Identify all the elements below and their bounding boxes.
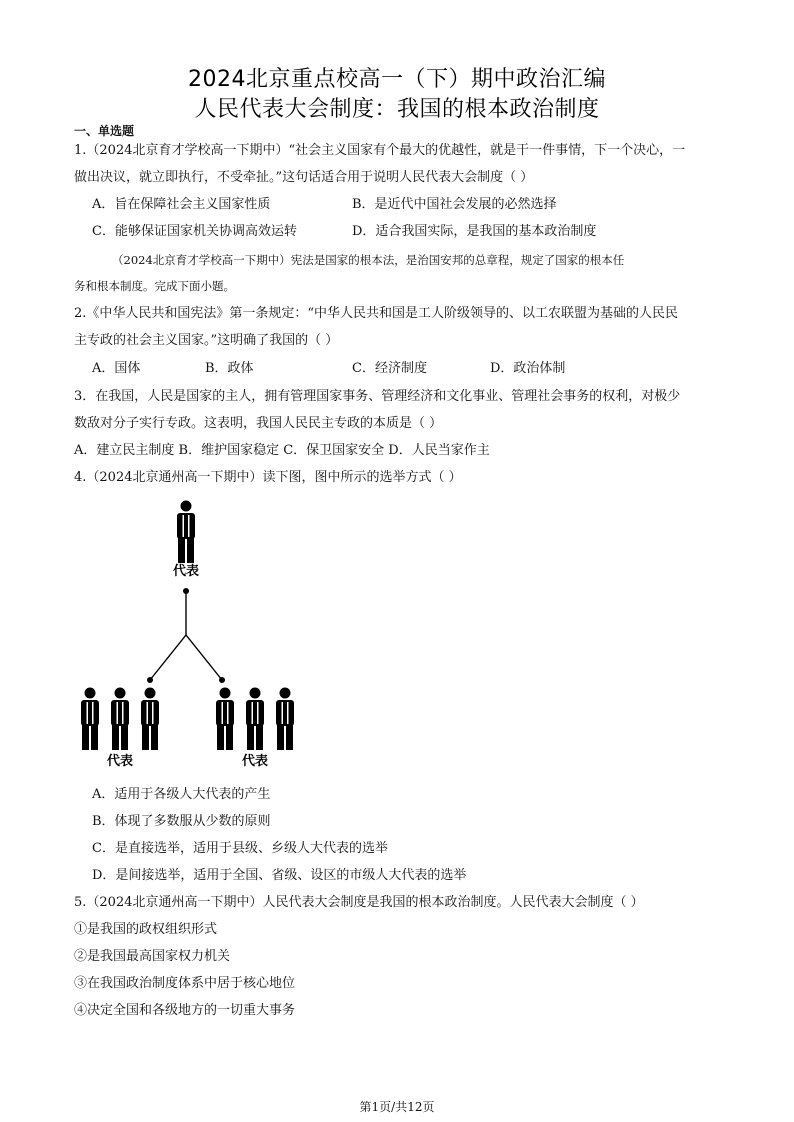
q1-option-b: B．是近代中国社会发展的必然选择 (352, 197, 557, 212)
left-group-person-icon (81, 688, 99, 751)
connector-dot-left (147, 677, 153, 683)
q4-option-d: D．是间接选举，适用于全国、省级、设区的市级人大代表的选举 (92, 868, 467, 883)
right-group-person-icon (246, 688, 264, 751)
q5-item-4: ④决定全国和各级地方的一切重大事务 (74, 1003, 296, 1018)
top-label: 代表 (172, 564, 200, 579)
q4-option-a: A．适用于各级人大代表的产生 (92, 787, 271, 802)
right-label: 代表 (241, 754, 269, 769)
q1-option-c: C．能够保证国家机关协调高效运转 (92, 224, 297, 239)
q4-option-b: B．体现了多数服从少数的原则 (92, 814, 271, 829)
q5-line-1: 5.（2024北京通州高一下期中）人民代表大会制度是我国的根本政治制度。人民代表大会制度（ ） (74, 895, 644, 910)
left-group-person-icon (111, 688, 129, 751)
passage-line-1: （2024北京育才学校高一下期中）宪法是国家的根本法，是治国安邦的总章程，规定了国家的根本任 (112, 253, 625, 267)
q3-line-2: 数敌对分子实行专政。这表明，我国人民民主专政的本质是（ ） (74, 416, 443, 431)
q1-line-1: 1.（2024北京育才学校高一下期中）“社会主义国家有个最大的优越性，就是干一件事情，下一个决心，一 (74, 143, 686, 158)
connector-dot-right (219, 677, 225, 683)
connector-left (150, 635, 186, 680)
q3-options: A．建立民主制度 B．维护国家稳定 C．保卫国家安全 D．人民当家作主 (74, 443, 490, 458)
q4-option-c: C．是直接选举，适用于县级、乡级人大代表的选举 (92, 841, 388, 856)
q5-item-2: ②是我国最高国家权力机关 (74, 949, 231, 964)
page-footer: 第1页/共12页 (359, 1100, 435, 1114)
passage-line-2: 务和根本制度。完成下面小题。 (74, 279, 235, 293)
title-line-2: 人民代表大会制度：我国的根本政治制度 (194, 97, 600, 122)
q2-option-c: C．经济制度 (352, 361, 427, 376)
q5-item-1: ①是我国的政权组织形式 (74, 922, 218, 937)
q1-line-2: 做出决议，就立即执行，不受牵扯。”这句话适合用于说明人民代表大会制度（ ） (74, 170, 534, 185)
q1-option-d: D．适合我国实际，是我国的基本政治制度 (352, 224, 597, 239)
section-heading: 一、单选题 (74, 124, 135, 138)
top-representative-icon (177, 501, 195, 564)
q3-line-1: 3．在我国，人民是国家的主人，拥有管理国家事务、管理经济和文化事业、管理社会事务的权利，对极少 (74, 389, 681, 404)
right-group-person-icon (276, 688, 294, 751)
right-group-person-icon (216, 688, 234, 751)
q4-line-1: 4.（2024北京通州高一下期中）读下图，图中所示的选举方式（ ） (74, 470, 462, 485)
connector-right (186, 635, 222, 680)
title-line-1: 2024北京重点校高一（下）期中政治汇编 (188, 67, 606, 92)
q5-item-3: ③在我国政治制度体系中居于核心地位 (74, 976, 296, 991)
q2-line-1: 2.《中华人民共和国宪法》第一条规定：“中华人民共和国是工人阶级领导的、以工农联盟为基础的人民民 (74, 306, 679, 321)
q2-option-a: A．国体 (92, 361, 141, 376)
q2-line-2: 主专政的社会主义国家。”这明确了我国的（ ） (74, 333, 339, 348)
left-label: 代表 (106, 754, 134, 769)
q2-option-b: B．政体 (205, 361, 254, 376)
q1-option-a: A．旨在保障社会主义国家性质 (92, 197, 271, 212)
left-group-person-icon (141, 688, 159, 751)
q2-option-d: D．政治体制 (490, 361, 566, 376)
